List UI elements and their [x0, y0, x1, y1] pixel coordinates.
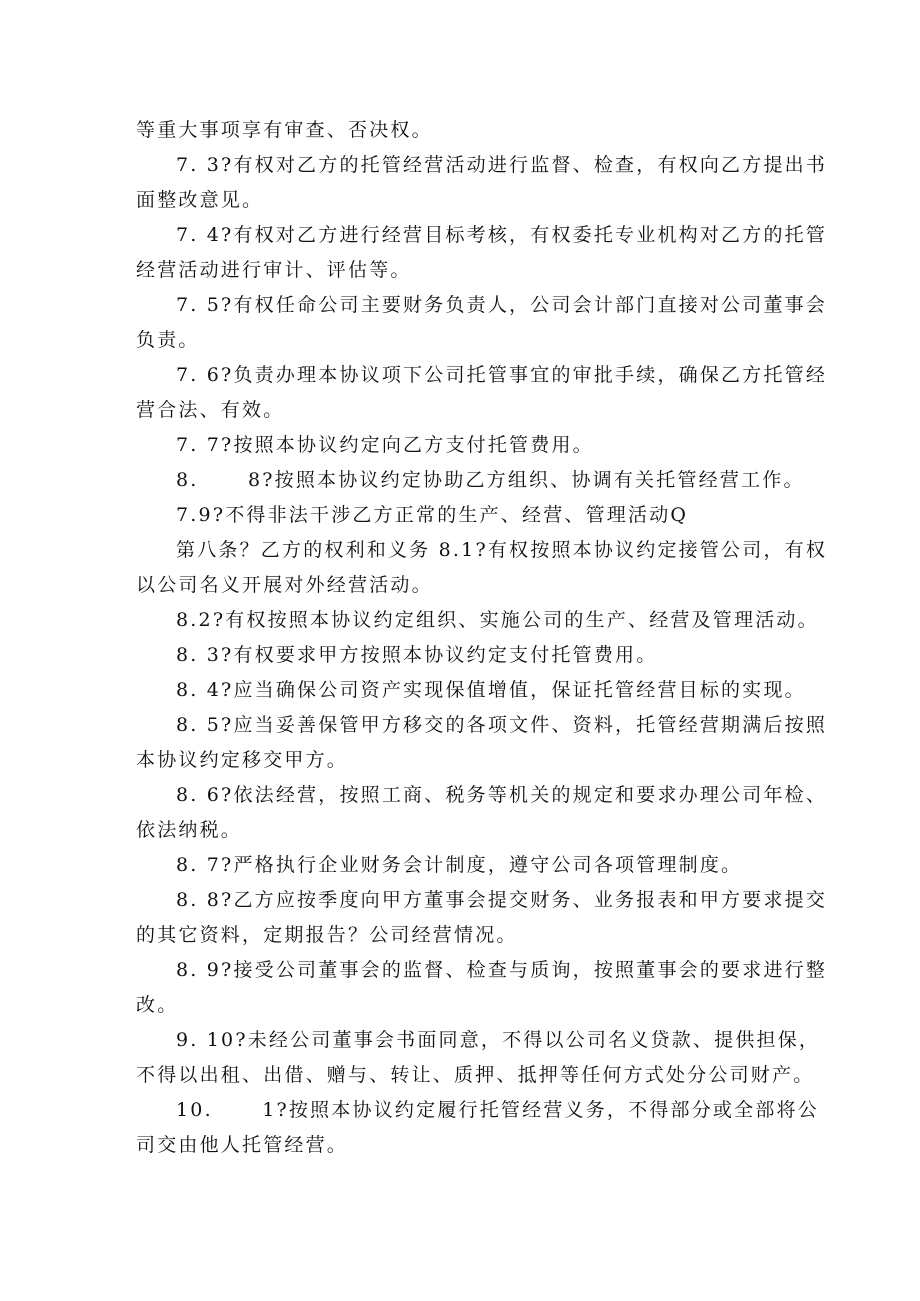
text-line: 负责。 — [136, 329, 200, 351]
text-line: 7. 4?有权对乙方进行经营目标考核，有权委托专业机构对乙方的托管 — [176, 224, 828, 246]
text-line: 7.9?不得非法干涉乙方正常的生产、经营、管理活动Q — [176, 504, 689, 526]
text-line: 8. 8?乙方应按季度向甲方董事会提交财务、业务报表和甲方要求提交 — [176, 889, 828, 911]
text-line: 本协议约定移交甲方。 — [136, 749, 349, 771]
text-line: 10. 1?按照本协议约定履行托管经营义务，不得部分或全部将公 — [176, 1099, 819, 1121]
text-line: 的其它资料，定期报告？公司经营情况。 — [136, 924, 518, 946]
text-line: 8. 9?接受公司董事会的监督、检查与质询，按照董事会的要求进行整 — [176, 959, 828, 981]
text-line: 8. 5?应当妥善保管甲方移交的各项文件、资料，托管经营期满后按照 — [176, 714, 828, 736]
text-line: 8. 6?依法经营，按照工商、税务等机关的规定和要求办理公司年检、 — [176, 784, 828, 806]
text-line: 改。 — [136, 994, 179, 1016]
text-line: 8. 7?严格执行企业财务会计制度，遵守公司各项管理制度。 — [176, 854, 743, 876]
text-line: 等重大事项享有审查、否决权。 — [136, 119, 433, 141]
text-line: 7. 5?有权任命公司主要财务负责人，公司会计部门直接对公司董事会 — [176, 294, 828, 316]
text-line: 以公司名义开展对外经营活动。 — [136, 574, 433, 596]
text-line: 8. 4?应当确保公司资产实现保值增值，保证托管经营目标的实现。 — [176, 679, 806, 701]
text-line: 经营活动进行审计、评估等。 — [136, 259, 412, 281]
text-line: 8. 3?有权要求甲方按照本协议约定支付托管费用。 — [176, 644, 658, 666]
text-line: 营合法、有效。 — [136, 399, 285, 421]
text-line: 第八条？乙方的权利和义务 8.1?有权按照本协议约定接管公司，有权 — [176, 539, 828, 561]
text-line: 司交由他人托管经营。 — [136, 1134, 349, 1156]
text-line: 7. 7?按照本协议约定向乙方支付托管费用。 — [176, 434, 594, 456]
text-line: 7. 3?有权对乙方的托管经营活动进行监督、检查，有权向乙方提出书 — [176, 154, 828, 176]
text-line: 不得以出租、出借、赠与、转让、质押、抵押等任何方式处分公司财产。 — [136, 1064, 815, 1086]
text-line: 依法纳税。 — [136, 819, 243, 841]
text-line: 7. 6?负责办理本协议项下公司托管事宜的审批手续，确保乙方托管经 — [176, 364, 828, 386]
text-line: 8.2?有权按照本协议约定组织、实施公司的生产、经营及管理活动。 — [176, 609, 819, 631]
text-line: 8. 8?按照本协议约定协助乙方组织、协调有关托管经营工作。 — [176, 469, 805, 491]
text-line: 9. 10?未经公司董事会书面同意，不得以公司名义贷款、提供担保， — [176, 1029, 821, 1051]
text-line: 面整改意见。 — [136, 189, 264, 211]
